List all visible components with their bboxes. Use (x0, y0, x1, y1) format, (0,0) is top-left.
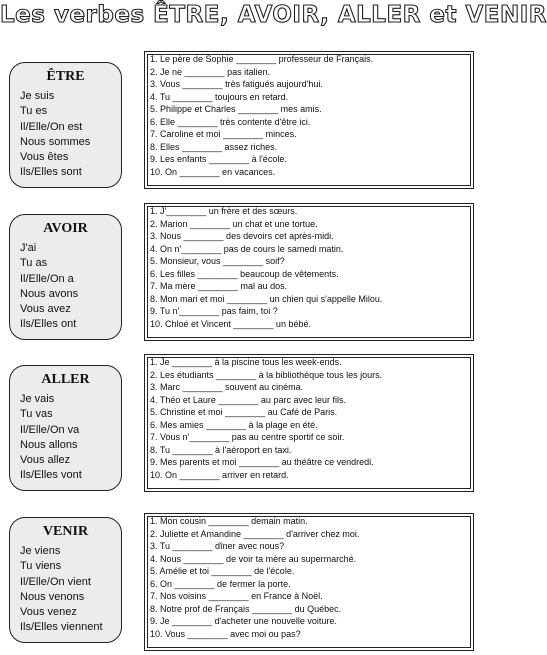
exercise-list (150, 205, 473, 330)
exercise-box-venir (144, 513, 474, 651)
verb-card-venir (9, 517, 122, 643)
exercise-item: 8. Notre prof de Français ________ du Québec. (150, 603, 342, 614)
exercise-item: 3. Nous ________ des devoirs cet après-midi. (150, 231, 334, 241)
conjugation-item: Vous allez (20, 454, 71, 467)
exercise-item: 5. Monsieur, vous ________ soif? (150, 256, 285, 266)
exercise-item: 8. Tu ________ à l'aéroport en taxi. (150, 444, 292, 455)
conjugation-item: Tu vas (20, 408, 53, 421)
conjugation-item: Ils/Elles sont (20, 166, 82, 179)
exercise-item: 9. Mes parents et moi ________ au théâtre ce vendredi. (150, 457, 374, 467)
exercise-item: 8. Mon mari et moi ________ un chien qui s'appelle Milou. (150, 293, 383, 304)
verb-title: AVOIR (43, 221, 88, 236)
conjugation-item: Tu es (20, 105, 48, 118)
conjugation-item: Nous allons (20, 438, 78, 451)
exercise-item: 4. On n'________ pas de cours le samedi matin. (150, 243, 344, 254)
exercise-item: 6. Elle ________ très contente d'être ici. (150, 116, 311, 127)
exercise-list (150, 515, 473, 640)
conjugation-item: Vous venez (20, 606, 77, 619)
conjugation-item: Vous êtes (20, 151, 69, 164)
exercise-box-aller (144, 354, 474, 492)
exercise-item: 1. Je ________ à la piscine tous les week-ends. (150, 357, 342, 367)
exercise-item: 10. Chloé et Vincent ________ un bébé. (150, 318, 311, 329)
conjugation-item: Nous sommes (20, 135, 91, 148)
exercise-box-avoir (144, 203, 474, 341)
exercise-item: 6. Les filles ________ beaucoup de vêtements. (150, 268, 339, 279)
conjugation-item: Je viens (20, 545, 61, 557)
conjugation-item: Nous venons (20, 590, 85, 603)
exercise-item: 3. Vous ________ très fatigués aujourd'hui. (150, 79, 323, 89)
conjugation-item: Tu as (20, 257, 48, 270)
conjugation-list (20, 241, 121, 333)
verb-title: ALLER (41, 372, 90, 387)
exercise-item: 2. Marion ________ un chat et une tortue. (150, 218, 318, 229)
exercise-item: 7. Caroline et moi ________ minces. (150, 129, 297, 139)
conjugation-item: Il/Elle/On est (20, 120, 83, 133)
conjugation-item: Vous avez (20, 303, 71, 316)
verb-title: ÊTRE (46, 69, 85, 84)
conjugation-list (20, 544, 121, 636)
verb-title: VENIR (42, 524, 89, 539)
exercise-item: 4. Nous ________ de voir ta mère au supermarché. (150, 553, 357, 564)
exercise-item: 7. Vous n'________ pas au centre sportif ce soir. (150, 432, 345, 442)
exercise-item: 5. Christine et moi ________ au Café de Paris. (150, 407, 338, 417)
exercise-item: 9. Tu n'________ pas faim, toi ? (150, 306, 278, 316)
exercise-item: 5. Philippe et Charles ________ mes amis. (150, 104, 322, 114)
conjugation-item: Il/Elle/On va (20, 423, 80, 436)
exercise-list (150, 356, 473, 481)
conjugation-item: Il/Elle/On a (20, 272, 74, 285)
exercise-item: 3. Marc ________ souvent au cinéma. (150, 382, 304, 392)
conjugation-item: Il/Elle/On vient (20, 575, 91, 588)
exercise-list (150, 53, 473, 178)
exercise-item: 9. Les enfants ________ à l'école. (150, 154, 287, 164)
conjugation-list (20, 392, 121, 484)
exercise-item: 4. Théo et Laure ________ au parc avec leur fils. (150, 394, 346, 405)
exercise-item: 6. Mes amies ________ à la plage en été. (150, 419, 318, 430)
conjugation-item: Ils/Elles viennent (20, 621, 103, 634)
exercise-item: 5. Amélie et toi ________ de l'école. (150, 566, 295, 576)
conjugation-item: Je vais (20, 393, 55, 405)
conjugation-item: Ils/Elles ont (20, 318, 77, 331)
exercise-item: 10. On ________ en vacances. (150, 166, 276, 177)
exercise-item: 1. Le père de Sophie ________ professeur de Français. (150, 54, 374, 64)
conjugation-list (20, 89, 121, 181)
exercise-item: 3. Tu ________ dîner avec nous? (150, 541, 285, 551)
exercise-item: 6. On ________ de fermer la porte. (150, 578, 291, 589)
conjugation-item: J'ai (20, 242, 37, 254)
conjugation-item: Je suis (20, 90, 55, 102)
exercise-item: 9. Je ________ d'acheter une nouvelle voiture. (150, 616, 337, 626)
verb-card-avoir (9, 214, 122, 340)
exercise-item: 8. Elles ________ assez riches. (150, 141, 278, 152)
worksheet-title: Les verbes ÊTRE, AVOIR, ALLER et VENIR (0, 2, 547, 28)
exercise-item: 7. Nos voisins ________ en France à Noël. (150, 591, 323, 601)
exercise-item: 2. Juliette et Amandine ________ d'arriver chez moi. (150, 528, 360, 539)
conjugation-item: Tu viens (20, 560, 62, 573)
exercise-item: 7. Ma mère ________ mal au dos. (150, 281, 288, 291)
exercise-item: 10. Vous ________ avec moi ou pas? (150, 628, 301, 639)
exercise-item: 1. Mon cousin ________ demain matin. (150, 516, 308, 526)
exercise-item: 4. Tu ________ toujours en retard. (150, 91, 289, 102)
exercise-item: 1. J'________ un frère et des sœurs. (150, 206, 298, 216)
conjugation-item: Nous avons (20, 287, 79, 300)
exercise-item: 10. On ________ arriver en retard. (150, 469, 289, 480)
verb-card-etre (9, 62, 122, 188)
exercise-box-etre (144, 51, 474, 189)
exercise-item: 2. Je ne ________ pas italien. (150, 66, 271, 77)
conjugation-item: Ils/Elles vont (20, 469, 82, 482)
exercise-item: 2. Les étudiants ________ à la bibliothèque tous les jours. (150, 369, 383, 380)
verb-card-aller (9, 365, 122, 491)
